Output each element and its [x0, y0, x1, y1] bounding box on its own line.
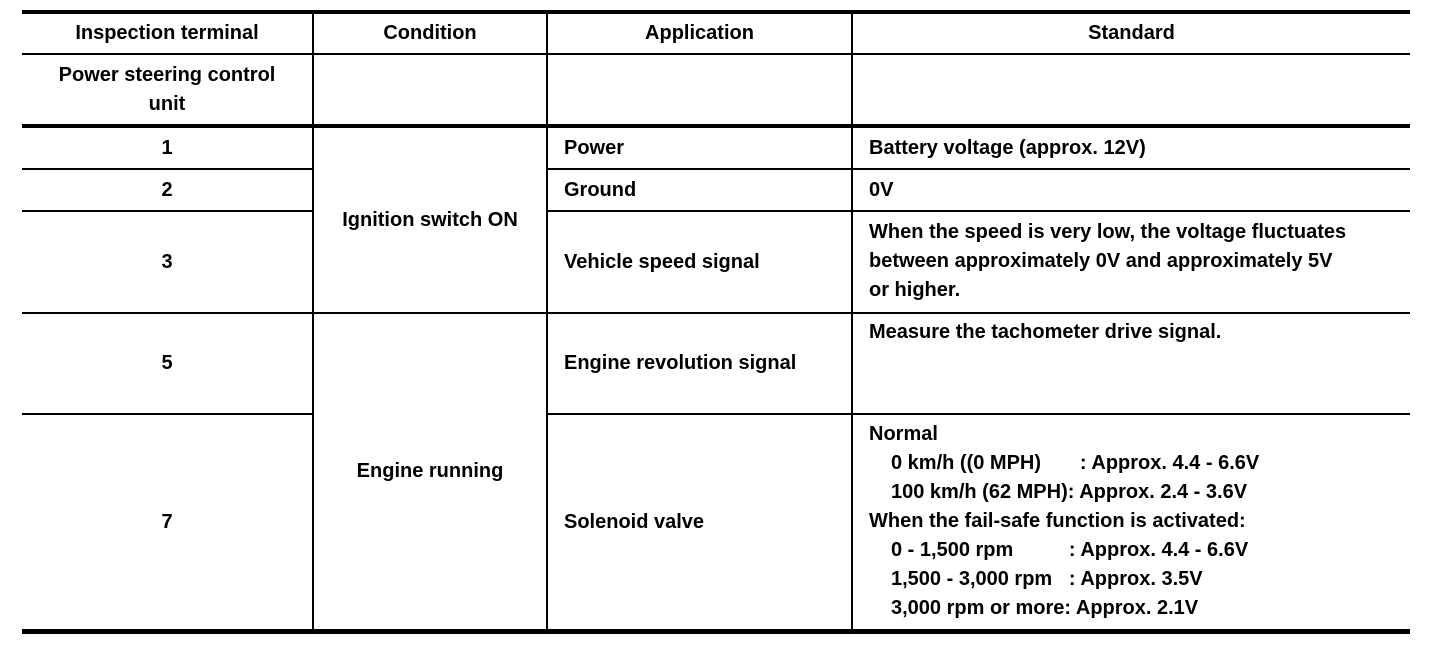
standard-line: 0 - 1,500 rpm : Approx. 4.4 - 6.6V	[891, 539, 1249, 561]
application-solenoid-valve: Solenoid valve	[564, 510, 705, 533]
header-application: Application	[645, 22, 754, 44]
standard-line: 1,500 - 3,000 rpm : Approx. 3.5V	[891, 568, 1203, 590]
condition-ignition: Ignition switch ON	[342, 208, 518, 231]
unit-label: Power steering control unit	[58, 64, 276, 115]
col-divider-3	[851, 12, 853, 632]
standard-engine-revolution: Measure the tachometer drive signal.	[869, 321, 1222, 343]
application-vehicle-speed: Vehicle speed signal	[564, 250, 760, 273]
header-divider	[22, 53, 1410, 55]
standard-solenoid-valve	[869, 420, 1404, 626]
standard-line: or higher.	[869, 279, 961, 301]
terminal-7: 7	[161, 510, 173, 533]
standard-line: 3,000 rpm or more: Approx. 2.1V	[891, 597, 1199, 619]
application-engine-revolution: Engine revolution signal	[564, 352, 797, 374]
terminal-1: 1	[161, 136, 173, 159]
standard-line: When the fail-safe function is activated:	[869, 510, 1246, 532]
table-bottom-border	[22, 629, 1410, 634]
application-ground: Ground	[564, 178, 637, 201]
terminal-3: 3	[161, 250, 173, 273]
standard-line: 0 km/h ((0 MPH) : Approx. 4.4 - 6.6V	[891, 452, 1260, 474]
header-standard: Standard	[1088, 22, 1175, 44]
header-terminal: Inspection terminal	[75, 22, 259, 44]
standard-line: When the speed is very low, the voltage fluctuates	[869, 221, 1347, 243]
condition-engine: Engine running	[356, 460, 504, 482]
standard-ground: 0V	[869, 178, 894, 201]
standard-line: between approximately 0V and approximately 5V	[869, 250, 1333, 272]
standard-line: Normal	[869, 423, 938, 445]
standard-line: 100 km/h (62 MPH): Approx. 2.4 - 3.6V	[891, 481, 1248, 503]
standard-power: Battery voltage (approx. 12V)	[869, 136, 1146, 159]
application-power: Power	[564, 136, 625, 159]
terminal-2: 2	[161, 178, 173, 201]
standard-vehicle-speed	[869, 218, 1404, 310]
terminal-5: 5	[161, 352, 173, 374]
header-condition: Condition	[383, 22, 477, 44]
col-divider-2	[546, 12, 548, 632]
